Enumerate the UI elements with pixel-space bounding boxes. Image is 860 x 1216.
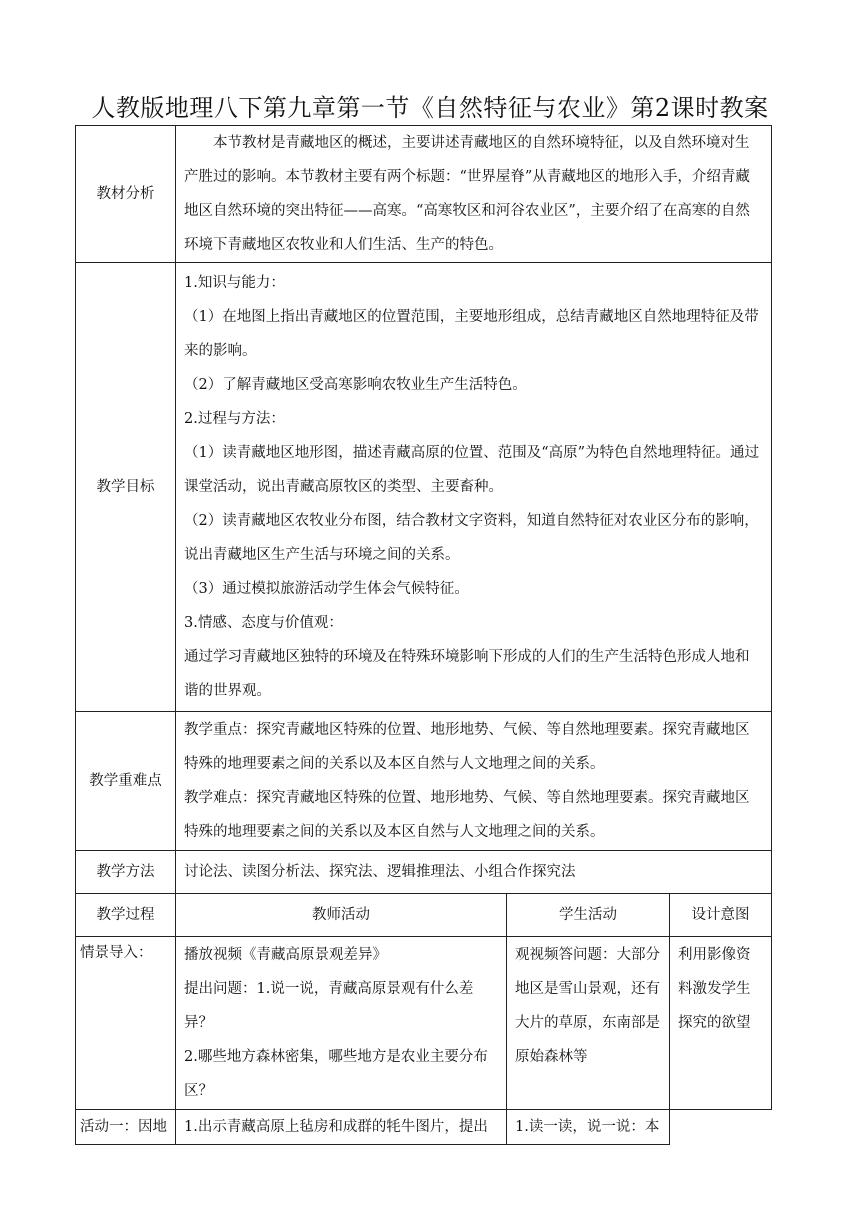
goal-line: （1）读青藏地区地形图，描述青藏高原的位置、范围及“高原”为特色自然地理特征。通过课堂活动，说出青藏高原牧区的类型、主要畜种。 (184, 445, 760, 495)
goal-line: （1）在地图上指出青藏地区的位置范围，主要地形组成，总结青藏地区自然地理特征及带来的影响。 (184, 309, 759, 359)
student-text: 1.读一读，说一说：本 (515, 1119, 660, 1135)
goal-line: 1.知识与能力： (184, 275, 285, 291)
teacher-line: 1.出示青藏高原上毡房和成群的牦牛图片，提出 (184, 1119, 488, 1135)
process-header-row (76, 894, 772, 937)
student-text: 观视频答问题：大部分地区是雪山景观，还有大片的草原，东南部是原始森林等 (515, 947, 660, 1065)
row-label-key-points: 教学重难点 (76, 712, 176, 851)
stage-label: 情景导入： (80, 945, 153, 961)
row-label-analysis: 教材分析 (76, 126, 176, 263)
teacher-line: 2.哪些地方森林密集，哪些地方是农业主要分布区？ (184, 1049, 488, 1099)
stage-cell (76, 937, 176, 1110)
key-points-content (176, 712, 772, 851)
goal-line: （2）读青藏地区农牧业分布图，结合教材文字资料，知道自然特征对农业区分布的影响，说出青藏地区生产生活与环境之间的关系。 (184, 513, 759, 563)
stage-label: 活动一：因地 (80, 1119, 167, 1135)
header-student: 学生活动 (507, 894, 670, 937)
row-methods (76, 851, 772, 894)
analysis-text (176, 126, 772, 263)
intent-text: 利用影像资料激发学生探究的欲望 (678, 947, 751, 1031)
goal-line: 通过学习青藏地区独特的环境及在特殊环境影响下形成的人们的生产生活特色形成人地和谐的世界观。 (184, 649, 750, 699)
row-key-points (76, 712, 772, 851)
goal-line: （2）了解青藏地区受高寒影响农牧业生产生活特色。 (184, 377, 527, 393)
header-teacher: 教师活动 (176, 894, 507, 937)
row-label-goals: 教学目标 (76, 263, 176, 712)
header-intent: 设计意图 (670, 894, 772, 937)
goal-line: 3.情感、态度与价值观： (184, 615, 343, 631)
row-analysis (76, 126, 772, 263)
teacher-line: 播放视频《青藏高原景观差异》 (184, 947, 387, 963)
header-process: 教学过程 (76, 894, 176, 937)
student-cell (507, 937, 670, 1110)
document-title: 人教版地理八下第九章第一节《自然特征与农业》第2课时教案 (91, 94, 769, 122)
intent-cell (670, 937, 772, 1110)
student-cell (507, 1110, 670, 1145)
intent-cell-empty (670, 1110, 772, 1145)
teacher-cell (176, 937, 507, 1110)
analysis-paragraph: 本节教材是青藏地区的概述，主要讲述青藏地区的自然环境特征，以及自然环境对生产胜过的影响。本节教材主要有两个标题：“世界屋脊”从青藏地区的地形入手，介绍青藏地区自然环境的突出特征——高寒。“高寒牧区和河谷农业区”，主要介绍了在高寒的自然环境下青藏地区农牧业和人们生活、生产的特色。 (184, 135, 750, 253)
teacher-cell (176, 1110, 507, 1145)
row-label-methods: 教学方法 (76, 851, 176, 894)
key-point-line: 教学难点：探究青藏地区特殊的位置、地形地势、气候、等自然地理要素。探究青藏地区特殊的地理要素之间的关系以及本区自然与人文地理之间的关系。 (184, 790, 750, 840)
process-row-intro (76, 937, 772, 1110)
key-point-line: 教学重点：探究青藏地区特殊的位置、地形地势、气候、等自然地理要素。探究青藏地区特殊的地理要素之间的关系以及本区自然与人文地理之间的关系。 (184, 722, 750, 772)
lesson-plan-table (75, 125, 772, 1145)
stage-cell (76, 1110, 176, 1145)
methods-text: 讨论法、读图分析法、探究法、逻辑推理法、小组合作探究法 (176, 851, 772, 894)
row-goals (76, 263, 772, 712)
process-row-activity-one (76, 1110, 772, 1145)
goals-content (176, 263, 772, 712)
goal-line: （3）通过模拟旅游活动学生体会气候特征。 (184, 581, 469, 597)
goal-line: 2.过程与方法： (184, 411, 285, 427)
teacher-line: 提出问题：1.说一说，青藏高原景观有什么差异？ (184, 981, 474, 1031)
